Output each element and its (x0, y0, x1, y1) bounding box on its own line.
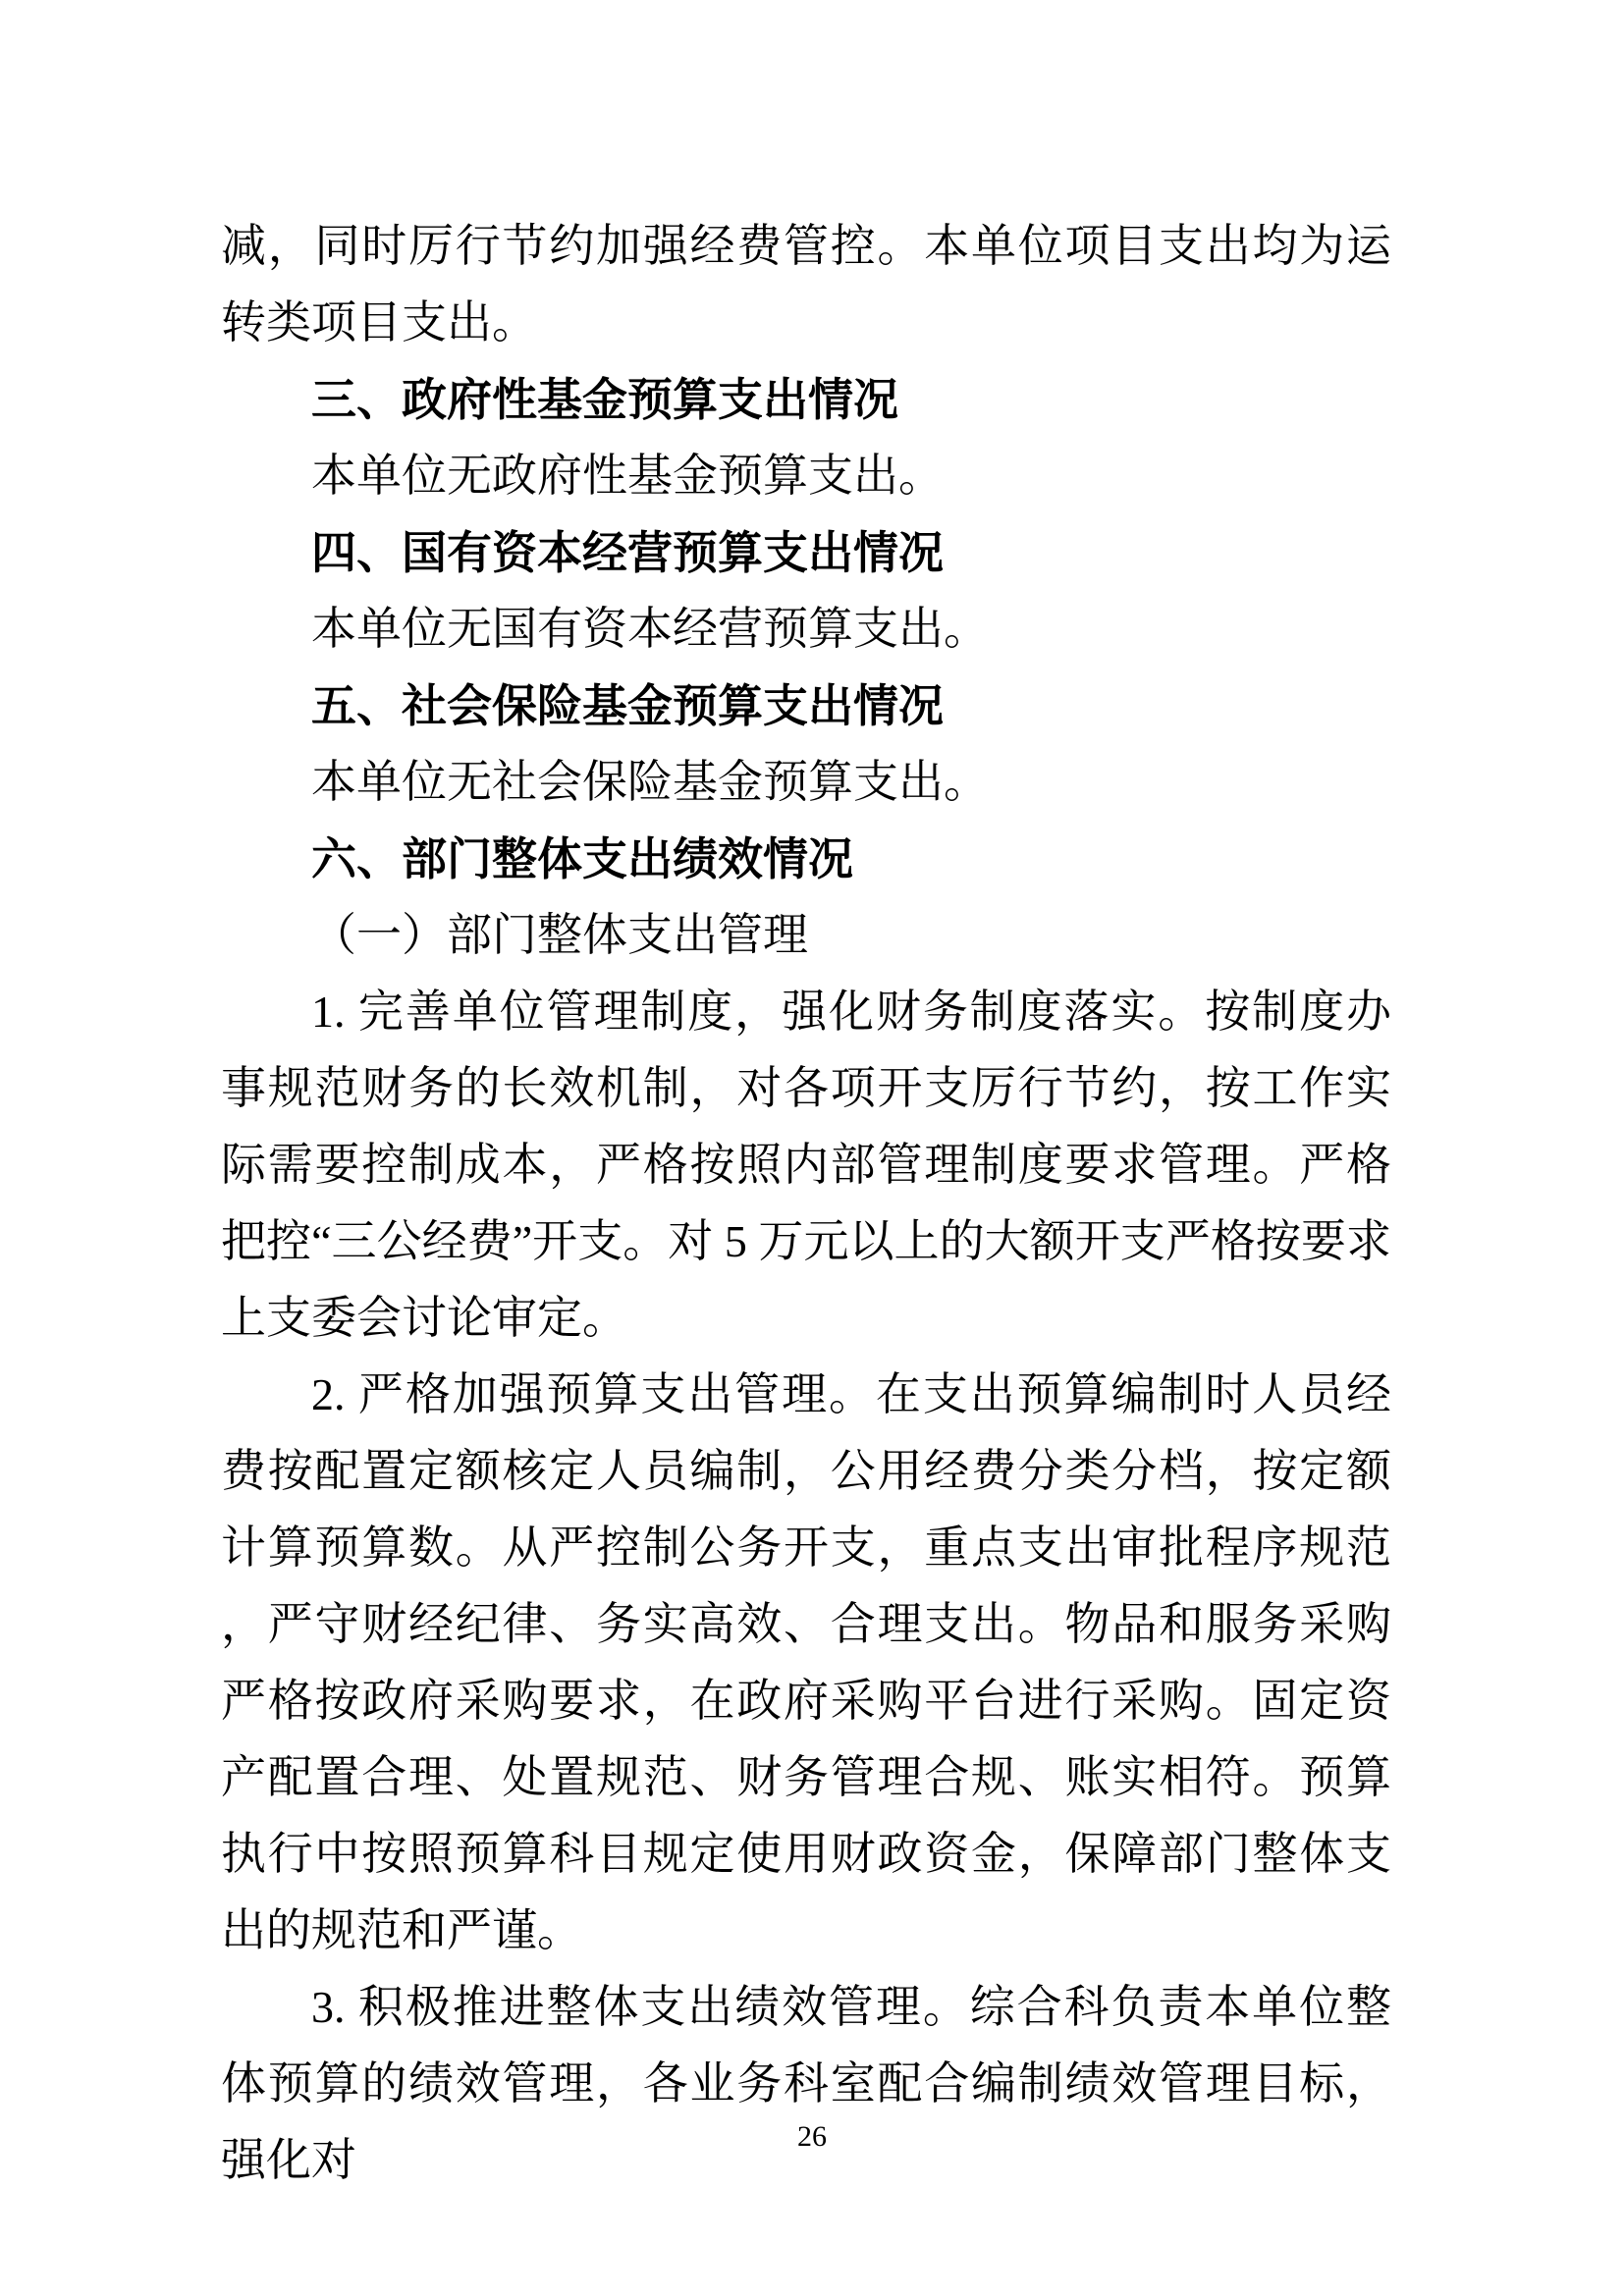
section-heading-state-capital-budget: 四、国有资本经营预算支出情况 (311, 527, 944, 578)
para-social-insurance-budget: 本单位无社会保险基金预算支出。 (311, 757, 989, 807)
para-item-3-performance-management: 3. 积极推进整体支出绩效管理。综合科负责本单位整体预算的绩效管理，各业务科室配合编制绩效管理目标，强化对 (221, 1982, 1391, 2185)
document-text-block (221, 208, 1391, 2199)
para-state-capital-budget: 本单位无国有资本经营预算支出。 (311, 604, 989, 654)
para-item-2-budget-expenditure-management: 2. 严格加强预算支出管理。在支出预算编制时人员经费按配置定额核定人员编制，公用经费分类分档，按定额计算预算数。从严控制公务开支，重点支出审批程序规范，严守财经纪律、务实高效、合理支出。物品和服务采购严格按政府采购要求，在政府采购平台进行采购。固定资产配置合理、处置规范、财务管理合规、账实相符。预算执行中按照预算科目规定使用财政资金，保障部门整体支出的规范和严谨。 (221, 1369, 1391, 1955)
para-carryover: 减，同时厉行节约加强经费管控。本单位项目支出均为运转类项目支出。 (221, 221, 1391, 347)
para-gov-fund-budget: 本单位无政府性基金预算支出。 (311, 451, 944, 501)
section-heading-overall-expenditure-performance: 六、部门整体支出绩效情况 (311, 833, 853, 884)
sub-heading-overall-expenditure-management: （一）部门整体支出管理 (311, 910, 808, 960)
para-item-1-system-improvement: 1. 完善单位管理制度，强化财务制度落实。按制度办事规范财务的长效机制，对各项开支厉行节约，按工作实际需要控制成本，严格按照内部管理制度要求管理。严格把控“三公经费”开支。对 5 万元以上的大额开支严格按要求上支委会讨论审定。 (221, 987, 1391, 1343)
section-heading-social-insurance-budget: 五、社会保险基金预算支出情况 (311, 680, 944, 731)
page-number: 26 (797, 2120, 827, 2153)
section-heading-gov-fund-budget: 三、政府性基金预算支出情况 (311, 374, 898, 425)
